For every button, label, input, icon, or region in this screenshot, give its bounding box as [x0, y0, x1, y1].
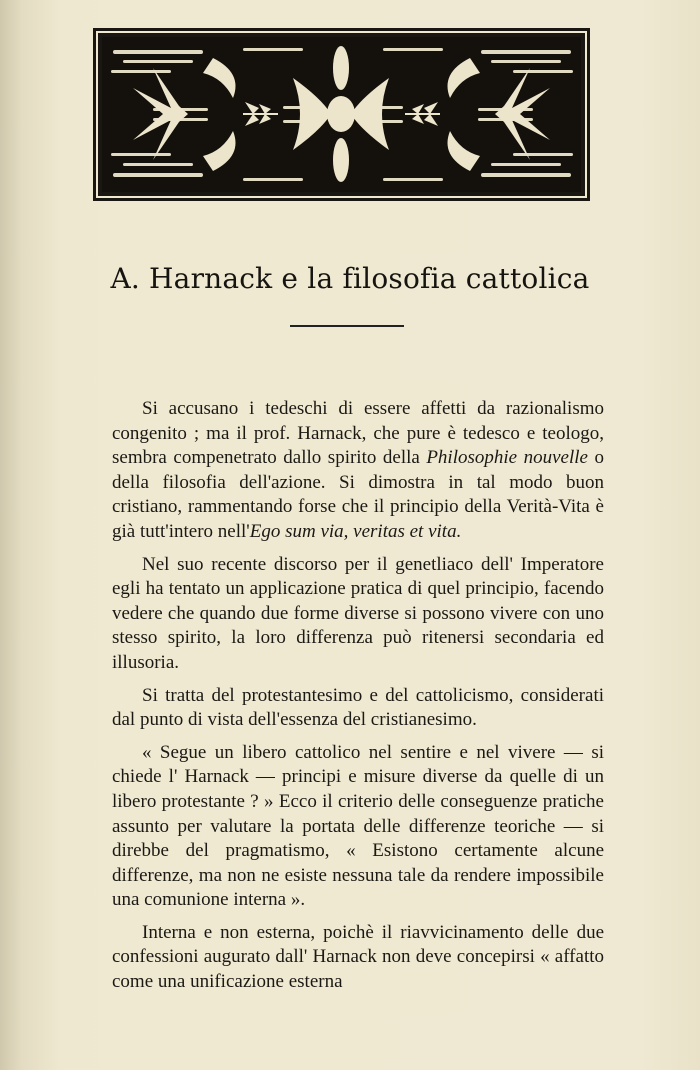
decorative-woodcut-headpiece — [93, 28, 590, 201]
paragraph-1-text-continued: o della filosofia dell'azione. Si dimostra in tal modo buon cristiano, rammentando forse che il principio della Verità-Vita è già tutt'intero nell' — [112, 447, 605, 542]
article-body — [112, 397, 604, 1003]
title-divider — [290, 325, 404, 327]
paragraph-5: Interna e non esterna, poichè il riavvicinamento delle due confessioni augurato dall' Harnack non deve concepirsi « affatto come una unificazione esterna — [112, 921, 604, 993]
paragraph-1-text: Si accusano i tedeschi di essere affetti da razionalismo congenito ; ma il prof. Harnack, che pure è tedesco e teologo, sembra compenetrato dallo spirito della — [112, 398, 604, 469]
paragraph-3: Si tratta del protestantesimo e del cattolicismo, considerati dal punto di vista dell'essenza del cristianesimo. — [112, 684, 604, 731]
paragraph-2: Nel suo recente discorso per il genetliaco dell' Imperatore egli ha tentato un applicazione pratica di quel principio, facendo vedere che quando due forme diverse si possono vivere con uno stesso spirito, la loro differenza può ritenersi secondaria ed illusoria. — [112, 553, 604, 673]
article-title: A. Harnack e la filosofia cattolica — [110, 262, 590, 295]
paragraph-1 — [112, 397, 604, 545]
paragraph-4: « Segue un libero cattolico nel sentire e nel vivere — si chiede l' Harnack — principi e misure diverse da quelle di un libero protestante ? » Ecco il criterio delle conseguenze pratiche assunto per valutare la portata delle differenze teoriche — si direbbe del pragmatismo, « Esistono certamente alcune differenze, ma non ne esiste nessuna tale da rendere impossibile una comunione interna ». — [112, 741, 604, 911]
paragraph-1-italic-phrase: Philosophie nouvelle — [426, 447, 588, 469]
paragraph-1-latin-quote: Ego sum via, veritas et vita. — [249, 520, 462, 542]
